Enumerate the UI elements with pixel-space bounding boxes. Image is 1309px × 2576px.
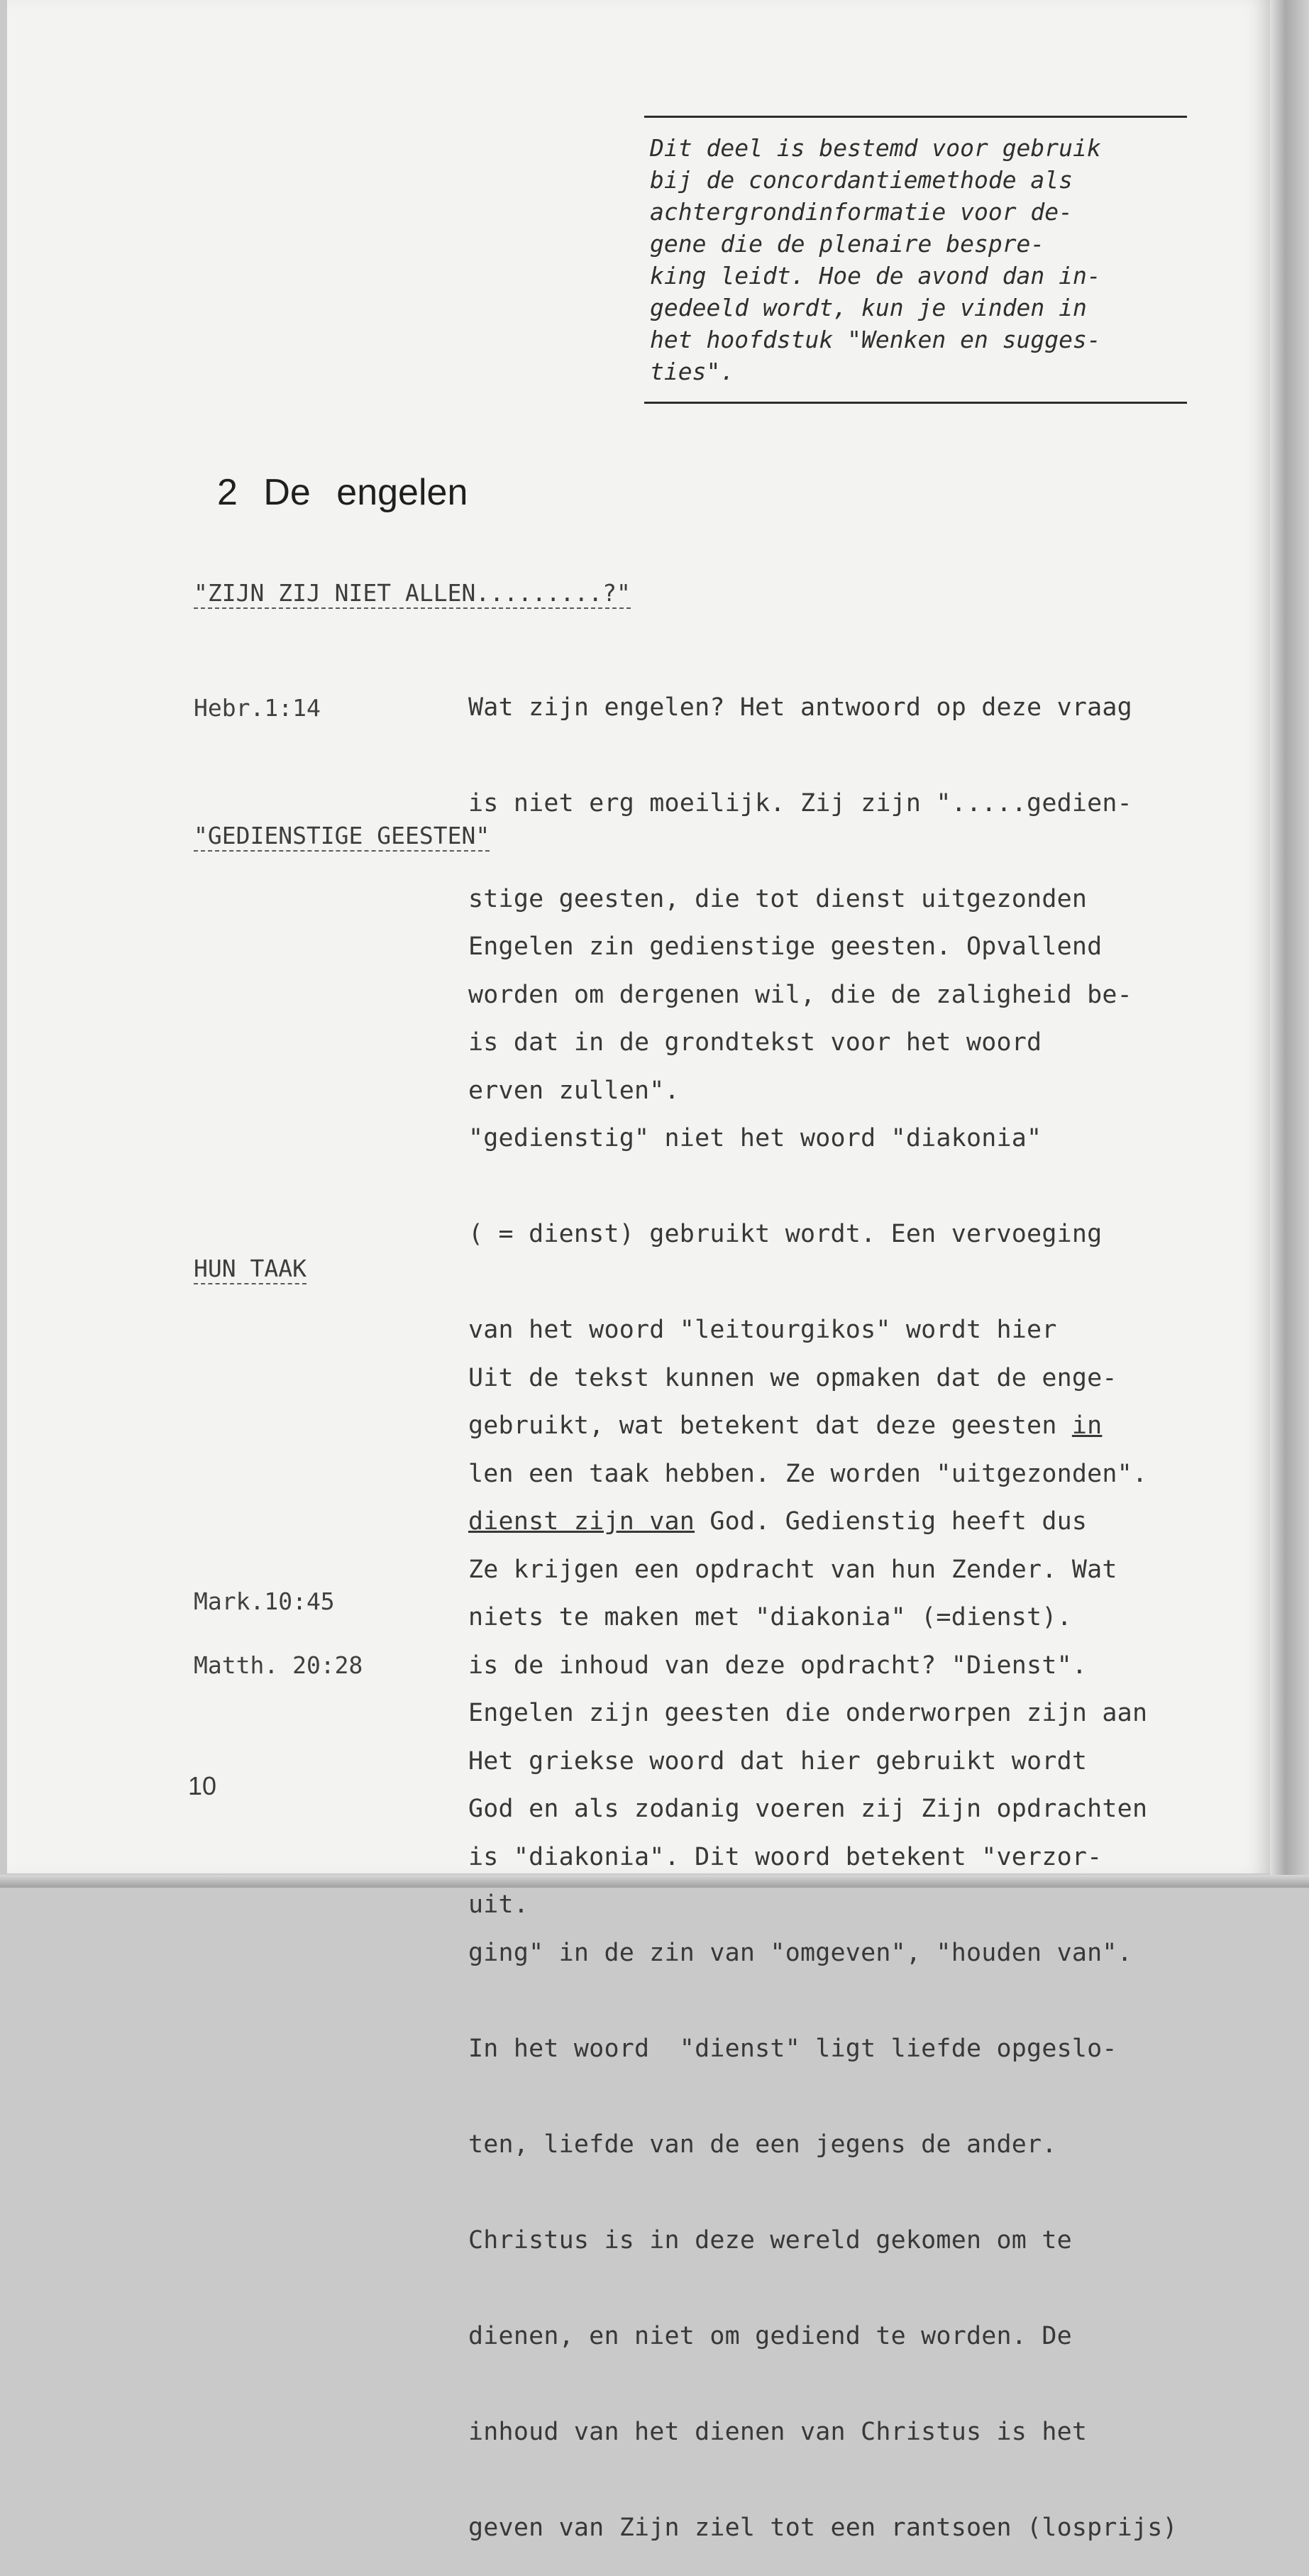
page-edge [1270, 0, 1309, 1888]
text-line: gebruikt, wat betekent dat deze geesten in [468, 1411, 1103, 1440]
text-line: stige geesten, die tot dienst uitgezonden [468, 885, 1088, 913]
intro-line: gedeeld wordt, kun je vinden in [650, 294, 1087, 321]
text-line: Ze krijgen een opdracht van hun Zender. Wat [468, 1556, 1117, 1584]
text-line: is de inhoud van deze opdracht? "Dienst". [468, 1651, 1088, 1680]
underlined-phrase: dienst zijn van [468, 1507, 695, 1536]
text-line: dienen, en niet om gediend te worden. De [468, 2322, 1072, 2350]
text-line: len een taak hebben. Ze worden "uitgezonden". [468, 1460, 1148, 1488]
intro-line: het hoofdstuk "Wenken en sugges- [650, 326, 1101, 353]
text-line: geven van Zijn ziel tot een rantsoen (losprijs) [468, 2514, 1178, 2542]
text-line: erven zullen". [468, 1077, 680, 1105]
underlined-phrase: in [1071, 1411, 1103, 1440]
text-line: is "diakonia". Dit woord betekent "verzor- [468, 1843, 1103, 1871]
text-line: ( = dienst) gebruikt wordt. Een vervoeging [468, 1220, 1103, 1248]
section-heading-hun-taak: HUN TAAK [194, 1255, 306, 1284]
margin-ref-mark: Mark.10:45 [194, 1587, 335, 1615]
text-line: In het woord "dienst" ligt liefde opgeslo- [468, 2035, 1117, 2063]
margin-ref-hebr: Hebr.1:14 [194, 694, 321, 722]
intro-line: gene die de plenaire bespre- [650, 230, 1045, 258]
page-number: 10 [188, 1771, 217, 1800]
text-line: Engelen zin gedienstige geesten. Opvallend [468, 932, 1103, 961]
text-line: "gedienstig" niet het woord "diakonia" [468, 1124, 1042, 1152]
text-line: Uit de tekst kunnen we opmaken dat de enge- [468, 1364, 1117, 1392]
text-line: dienst zijn van God. Gedienstig heeft dus [468, 1507, 1088, 1536]
intro-line: Dit deel is bestemd voor gebruik [650, 134, 1101, 162]
intro-line: king leidt. Hoe de avond dan in- [650, 262, 1101, 290]
text-line: God en als zodanig voeren zij Zijn opdrachten [468, 1795, 1148, 1823]
text-line: Wat zijn engelen? Het antwoord op deze vraag [468, 693, 1132, 722]
text-line: uit. [468, 1890, 529, 1919]
intro-line: bij de concordantiemethode als [650, 166, 1073, 194]
margin-ref-matth: Matth. 20:28 [194, 1651, 363, 1679]
text-line: ten, liefde van de een jegens de ander. [468, 2130, 1057, 2159]
text-line: inhoud van het dienen van Christus is het [468, 2418, 1088, 2446]
text-line: is niet erg moeilijk. Zij zijn ".....gedien- [468, 789, 1132, 818]
text-line: Het griekse woord dat hier gebruikt wordt [468, 1747, 1088, 1776]
intro-line: ties". [650, 358, 735, 385]
intro-line: achtergrondinformatie voor de- [650, 198, 1073, 226]
section-body-3 [468, 1299, 1178, 2576]
text-line: worden om dergenen wil, die de zaligheid be- [468, 981, 1132, 1009]
text-line: van het woord "leitourgikos" wordt hier [468, 1316, 1057, 1344]
chapter-title: 2 De engelen [217, 472, 468, 513]
intro-box [644, 116, 1187, 404]
text-line: niets te maken met "diakonia" (=dienst). [468, 1603, 1072, 1631]
section-heading-gedienstige-geesten: "GEDIENSTIGE GEESTEN" [194, 822, 490, 852]
text-line: is dat in de grondtekst voor het woord [468, 1028, 1042, 1057]
text-line: Engelen zijn geesten die onderworpen zijn aan [468, 1699, 1148, 1727]
text-line: ging" in de zin van "omgeven", "houden van". [468, 1939, 1132, 1967]
section-heading-zijn-zij-niet-allen: "ZIJN ZIJ NIET ALLEN.........?" [194, 579, 631, 609]
text-line: Christus is in deze wereld gekomen om te [468, 2226, 1072, 2255]
